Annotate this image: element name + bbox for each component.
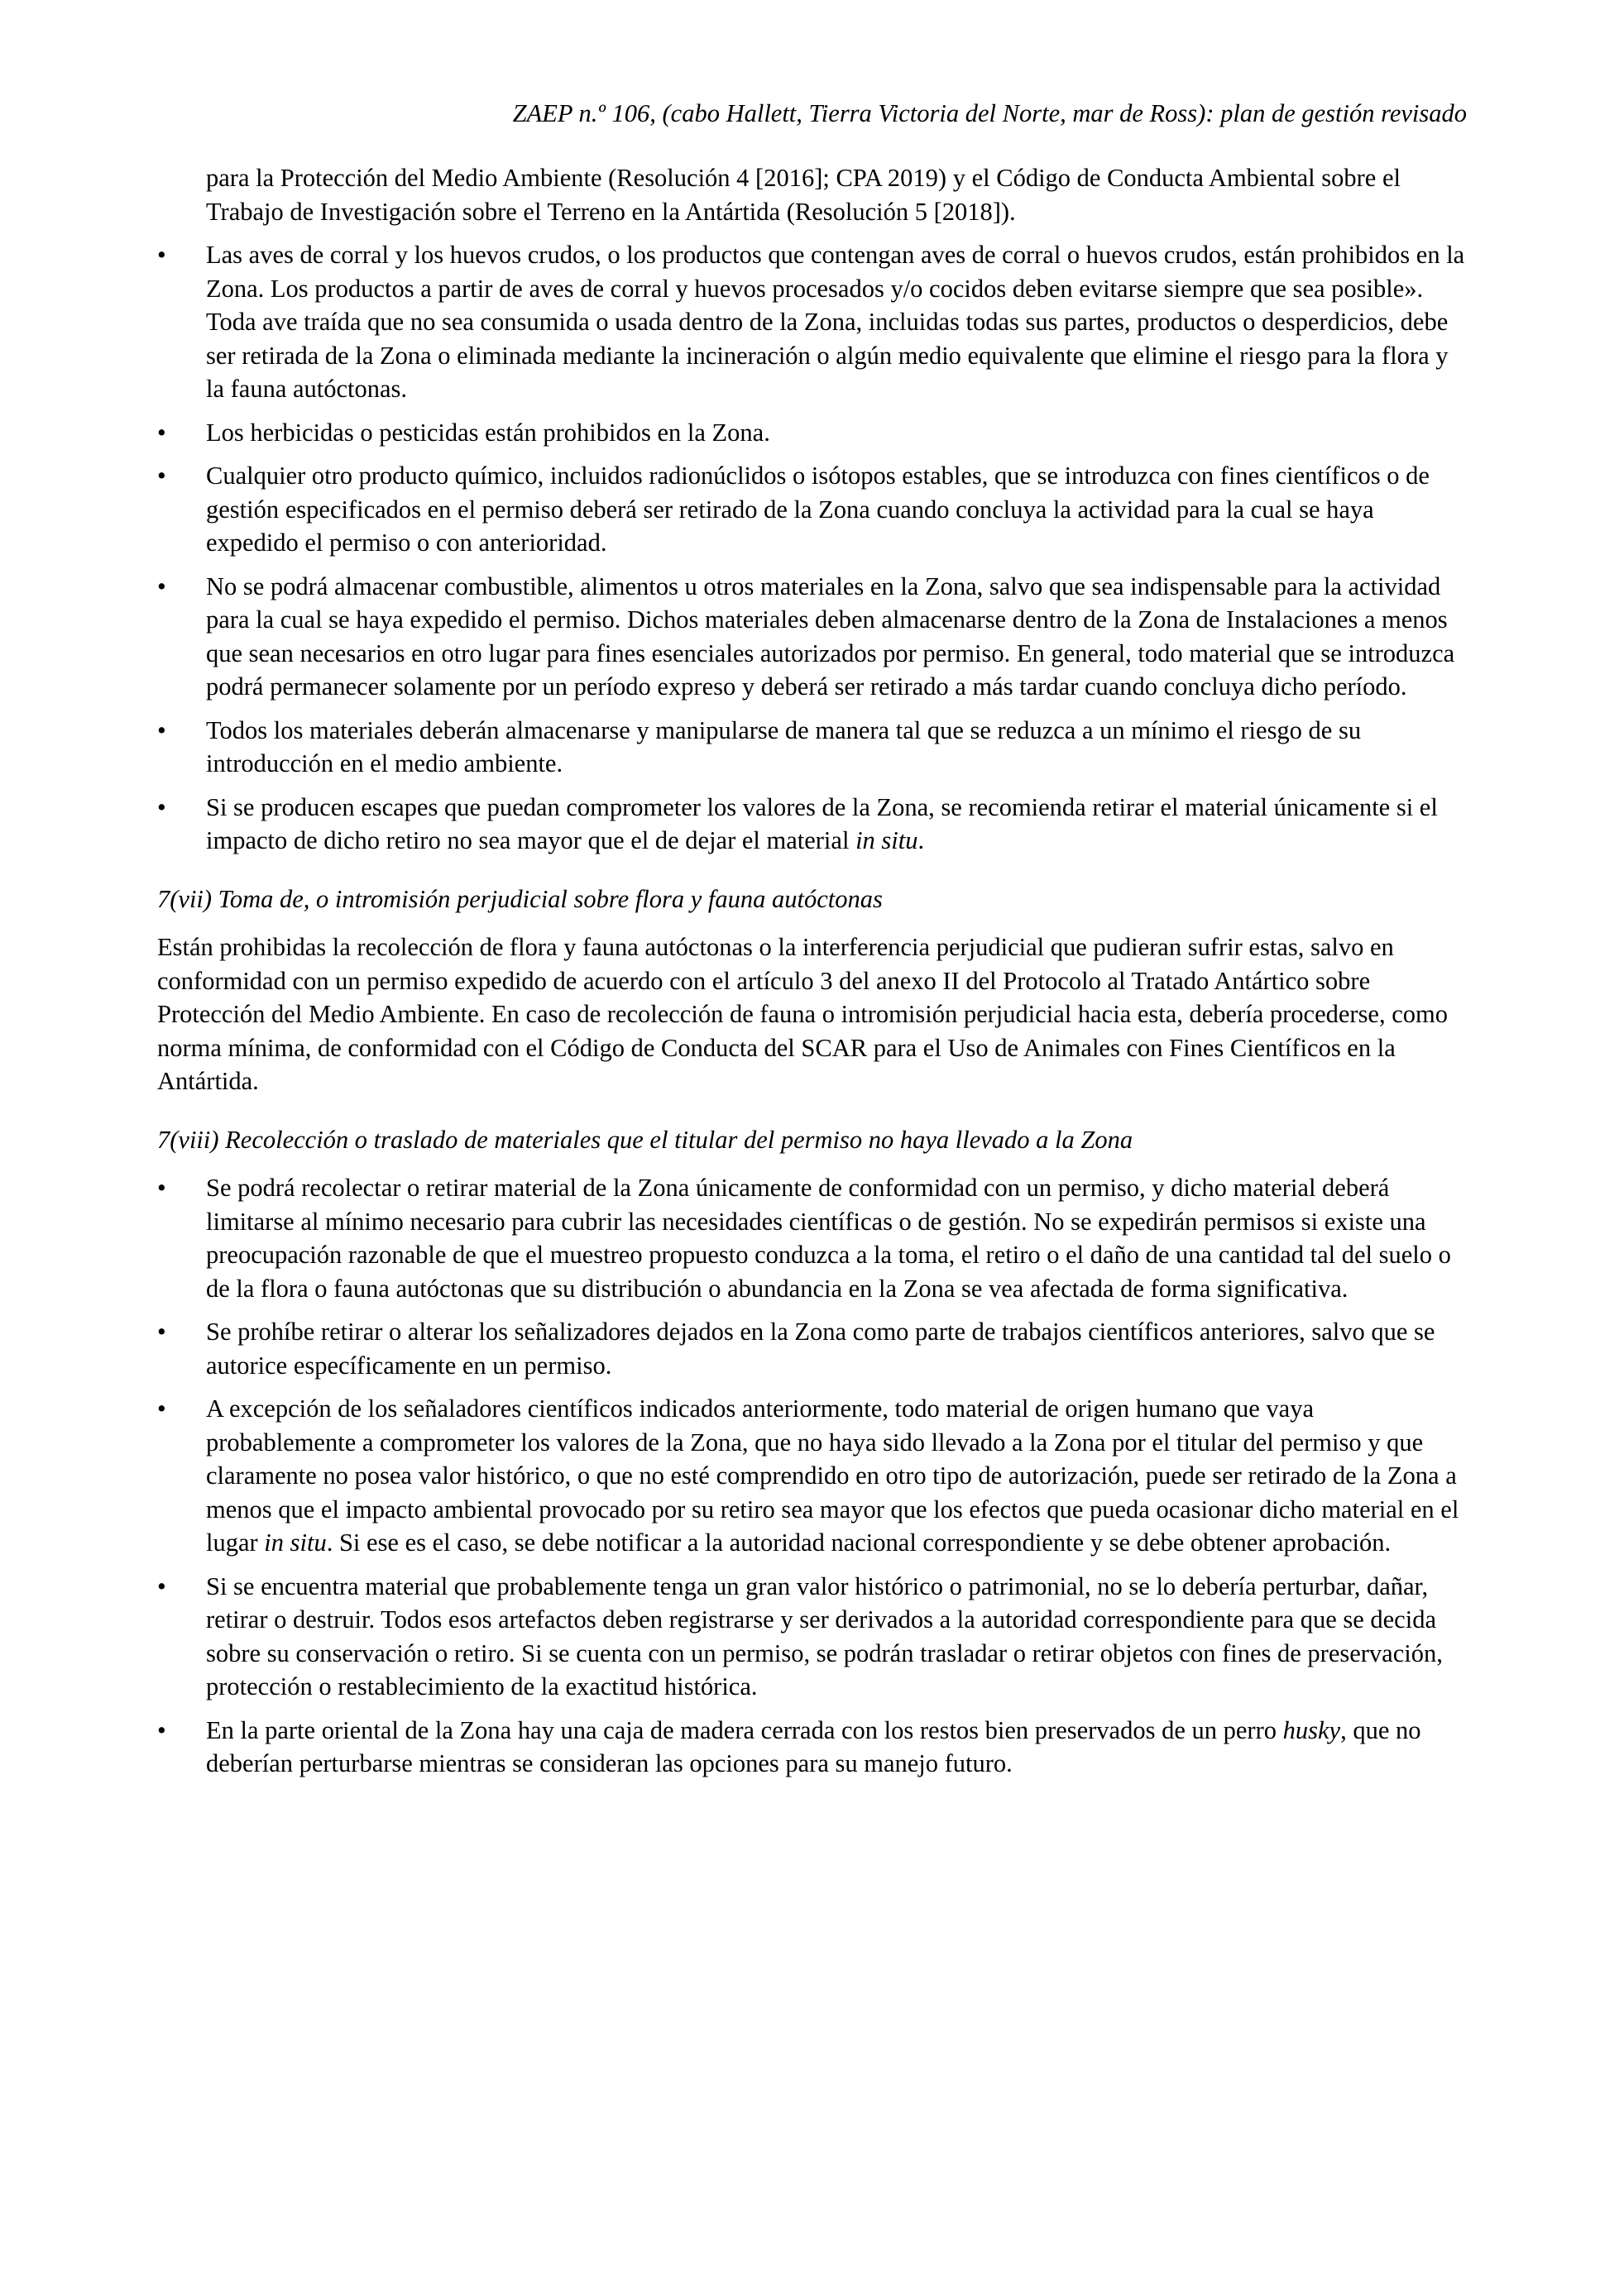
list-item — [157, 1392, 1469, 1560]
italic-term: in situ — [264, 1528, 327, 1557]
section-body-7vii: Están prohibidas la recolección de flora y fauna autóctonas o la interferencia perjudicial que pudieran sufrir estas, salvo en conformidad con un permiso expedido de acuerdo con el artículo 3 del anexo II del Protocolo al Tratado Antártico sobre Protección del Medio Ambiente. En caso de recolección de fauna o intromisión perjudicial hacia esta, debería procederse, como norma mínima, de conformidad con el Código de Conducta del SCAR para el Uso de Animales con Fines Científicos en la Antártida. — [157, 933, 1448, 1095]
list-item: • Si se encuentra material que probablemente tenga un gran valor histórico o patrimonial, no se lo debería perturbar, dañar, retirar o destruir. Todos esos artefactos deben registrarse y ser derivados a la autoridad correspondiente para que se decida sobre su conservación o retiro. Si se cuenta con un permiso, se podrán trasladar o retirar objetos con fines de preservación, protección o restablecimiento de la exactitud histórica. — [157, 1570, 1469, 1704]
page-content — [157, 161, 1469, 1791]
list-item: • Se prohíbe retirar o alterar los señalizadores dejados en la Zona como parte de trabajos científicos anteriores, salvo que se autorice específicamente en un permiso. — [157, 1315, 1469, 1382]
section-heading-7vii: 7(vii) Toma de, o intromisión perjudicial sobre flora y fauna autóctonas — [157, 884, 883, 913]
list-item-text: . — [917, 826, 925, 854]
removal-bullet-list — [157, 1171, 1469, 1781]
list-item-text: . Si ese es el caso, se debe notificar a la autoridad nacional correspondiente y se debe obtener aprobación. — [326, 1528, 1392, 1557]
list-item: • Los herbicidas o pesticidas están prohibidos en la Zona. — [157, 416, 1469, 450]
running-header: ZAEP n.º 106, (cabo Hallett, Tierra Victoria del Norte, mar de Ross): plan de gestión revisado — [512, 99, 1467, 127]
list-item-text: A excepción de los señaladores científicos indicados anteriormente, todo material de origen humano que vaya probablemente a comprometer los valores de la Zona, que no haya sido llevado a la Zona por el titular del permiso y que claramente no posea valor histórico, o que no esté comprendido en otro tipo de autorización, puede ser retirado de la Zona a menos que el impacto ambiental provocado por su retiro sea mayor que los efectos que pueda ocasionar dicho material en el lugar — [206, 1394, 1459, 1557]
list-item: • Todos los materiales deberán almacenarse y manipularse de manera tal que se reduzca a un mínimo el riesgo de su introducción en el medio ambiente. — [157, 714, 1469, 781]
list-item-text: , que no deberían perturbarse mientras se consideran las opciones para su manejo futuro. — [206, 1715, 1421, 1777]
list-item: • Se podrá recolectar o retirar material de la Zona únicamente de conformidad con un permiso, y dicho material deberá limitarse al mínimo necesario para cubrir las necesidades científicas o de gestión. No se expedirán permisos si existe una preocupación razonable de que el muestreo propuesto conduzca a la toma, el retiro o el daño de una cantidad tal del suelo o de la flora o fauna autóctonas que su distribución o abundancia en la Zona se vea afectada de forma significativa. — [157, 1171, 1469, 1305]
list-item: • No se podrá almacenar combustible, alimentos u otros materiales en la Zona, salvo que sea indispensable para la actividad para la cual se haya expedido el permiso. Dichos materiales deben almacenarse dentro de la Zona de Instalaciones a menos que sean necesarios en otro lugar para fines esenciales autorizados por permiso. En general, todo material que se introduzca podrá permanecer solamente por un período expreso y deberá ser retirado a más tardar cuando concluya dicho período. — [157, 570, 1469, 704]
italic-term: in situ — [855, 826, 918, 854]
section-heading-7viii: 7(viii) Recolección o traslado de materiales que el titular del permiso no haya llevado a la Zona — [157, 1125, 1133, 1154]
list-item: • Las aves de corral y los huevos crudos, o los productos que contengan aves de corral o huevos crudos, están prohibidos en la Zona. Los productos a partir de aves de corral y huevos procesados y/o cocidos deben evitarse siempre que sea posible». Toda ave traída que no sea consumida o usada dentro de la Zona, incluidas todas sus partes, productos o desperdicios, debe ser retirada de la Zona o eliminada mediante la incineración o algún medio equivalente que elimine el riesgo para la flora y la fauna autóctonas. — [157, 238, 1469, 406]
italic-term: husky — [1282, 1715, 1341, 1744]
list-item: • Cualquier otro producto químico, incluidos radionúclidos o isótopos estables, que se introduzca con fines científicos o de gestión especificados en el permiso deberá ser retirado de la Zona cuando concluya la actividad para la cual se haya expedido el permiso o con anterioridad. — [157, 459, 1469, 560]
list-item — [157, 1714, 1469, 1781]
list-item-text: Si se producen escapes que puedan comprometer los valores de la Zona, se recomienda retirar el material únicamente si el impacto de dicho retiro no sea mayor que el de dejar el material — [206, 792, 1438, 854]
materials-bullet-list — [157, 238, 1469, 858]
list-item — [157, 791, 1469, 858]
list-item-text: En la parte oriental de la Zona hay una caja de madera cerrada con los restos bien preservados de un perro — [206, 1715, 1283, 1744]
continuation-paragraph: para la Protección del Medio Ambiente (Resolución 4 [2016]; CPA 2019) y el Código de Conducta Ambiental sobre el Trabajo de Investigación sobre el Terreno en la Antártida (Resolución 5 [2018]). — [206, 164, 1401, 226]
